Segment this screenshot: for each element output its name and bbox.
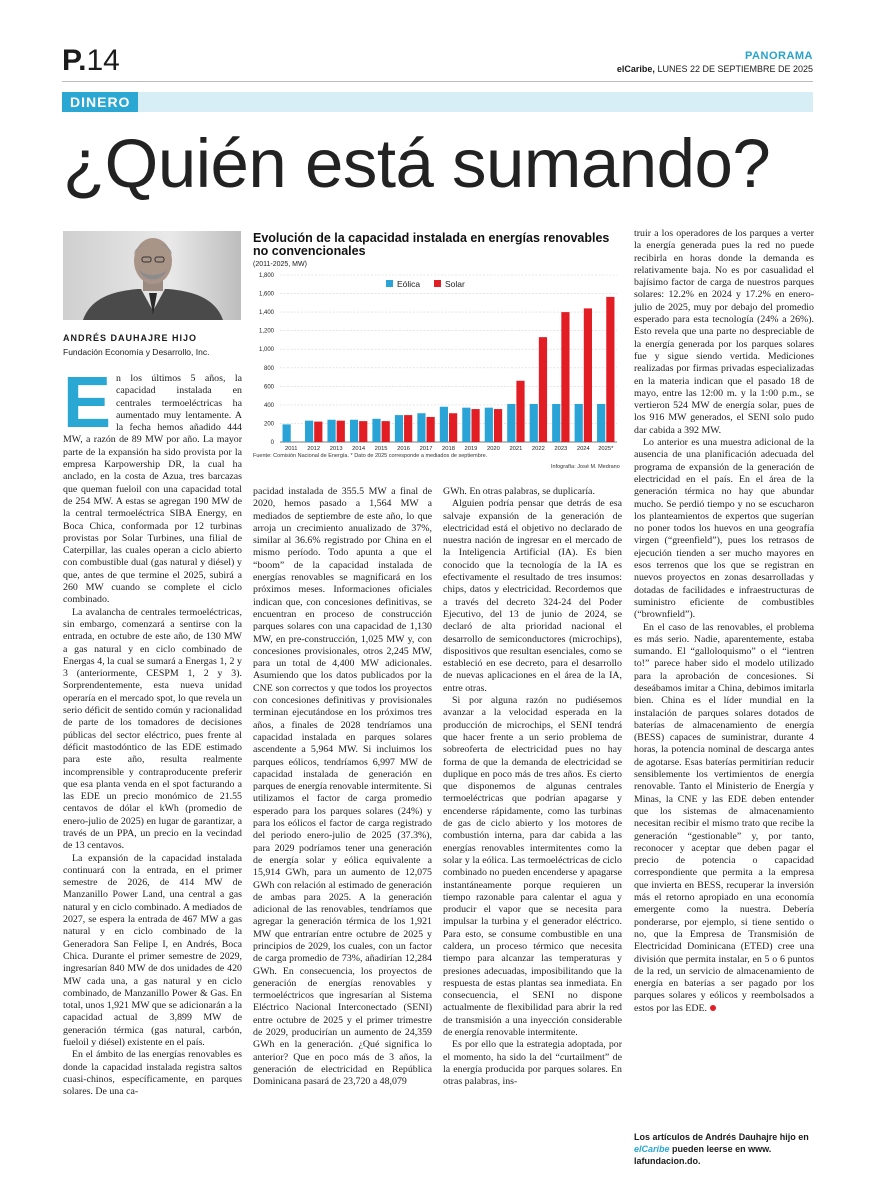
eolica-bar-2013: [327, 420, 335, 442]
x-tick-label: 2019: [464, 446, 478, 452]
y-tick-label: 0: [270, 440, 274, 446]
y-tick-label: 200: [263, 421, 274, 428]
x-tick-label: 2015: [374, 446, 388, 452]
x-tick-label: 2012: [307, 446, 321, 452]
eolica-bar-2019: [462, 408, 470, 442]
x-tick-label: 2011: [284, 446, 298, 452]
eolica-bar-2021: [507, 404, 515, 442]
eolica-bar-2023: [552, 404, 560, 442]
x-tick-label: 2018: [442, 446, 455, 452]
solar-bar-2015: [382, 421, 390, 442]
article-column-2: [253, 486, 432, 1089]
author-photo-image: [63, 231, 241, 320]
masthead: [617, 50, 813, 74]
solar-bar-2017: [427, 417, 435, 442]
dateline: elCaribe, LUNES 22 DE SEPTIEMBRE DE 2025: [616, 64, 813, 74]
eolica-bar-2016: [395, 415, 403, 442]
paragraph: GWh. En otras palabras, se duplicaría.: [443, 486, 595, 497]
solar-bar-2013: [337, 421, 345, 442]
drop-cap: E: [63, 363, 112, 443]
eolica-bar-2015: [372, 419, 380, 442]
paragraph: La expansión de la capacidad instalada continuará con la entrada, en el primer semestre de 2026, de 414 MW de Manzanillo Power Land, una central a gas natural y en ciclo combinado. A mediados de 2027, se espera la entrada de 467 MW a gas natural y en ciclo combinado de la Generadora San Felipe I, en Andrés, Boca Chica. Durante el primer semestre de 2029, ingresarían 840 MW de dos unidades de 420 MW cada una, a gas natural y en ciclo combinado, de Manzanillo Power & Gas. En total, unos 1,921 MW que se adicionarán a la capacidad actual de 3,899 MW de generación térmica (gas natural, carbón, fueloil y diésel) existente en el país.: [63, 852, 242, 1049]
article-column-1: [63, 363, 242, 1099]
y-tick-label: 400: [263, 402, 274, 409]
paragraph: Si por alguna razón no pudiésemos avanzar a la velocidad esperada en la producción de microchips, el SENI tendrá que hacer frente a un serio problema de sobreoferta de electricidad pues no hay forma de que la demanda de electricidad se duplique en poco más de tres años. Es cierto que disponemos de algunas centrales termoeléctricas que podrían apagarse y encenderse rápidamente, como las turbinas de gas de ciclo abierto y los motores de combustión interna, para dar cabida a las energías renovables intermitentes como la solar y la eólica. Las termoeléctricas de ciclo combinado no pueden encenderse y apagarse instantáneamente porque requieren un tiempo razonable para calentar el agua y producir el vapor que se necesita para impulsar la turbina y el generador eléctrico. Para esto, se consume combustible en una caldera, un proceso térmico que necesita tiempo para alcanzar las temperaturas y presiones adecuadas, imposibilitando que la respuesta de estas plantas sea inmediata. En consecuencia, el SENI no dispone actualmente de flexibilidad para abrir la red de transmisión a una inyección considerable de energía renovable intermitente.: [443, 695, 622, 1039]
eolica-bar-2020: [485, 408, 493, 442]
eolica-bar-2025: [597, 404, 605, 442]
header-rule: [62, 81, 813, 82]
end-mark-icon: [710, 1005, 716, 1011]
category-band: [62, 92, 813, 112]
eolica-bar-2018: [440, 407, 448, 442]
solar-bar-2021: [516, 381, 524, 442]
eolica-bar-2017: [417, 413, 425, 442]
y-tick-label: 1,000: [258, 347, 274, 354]
x-tick-label: 2020: [486, 446, 500, 452]
solar-bar-2025: [606, 297, 614, 442]
author-byline: [63, 333, 243, 357]
paragraph: Alguien podría pensar que detrás de esa salvaje expansión de la generación de electricidad está el objetivo no declarado de nuestra nación de ingresar en el mercado de la Inteligencia Artificial (IA). Es bien conocido que la tecnología de la IA es efectivamente el resultado de tres insumos: chips, datos y electricidad. Recordemos que a través del decreto 324-24 del Poder Ejecutivo, del 13 de junio de 2024, se declaró de alta prioridad nacional el desarrollo de semiconductores (microchips), dispositivos que resultan esenciales, como se estableció en ese decreto, para el desarrollo de nuevas aplicaciones en el área de la IA, entre otras.: [443, 498, 622, 694]
solar-bar-2014: [359, 421, 367, 442]
chart-title: Evolución de la capacidad instalada en energías renovables no convencionales: [253, 231, 610, 258]
eolica-bar-2014: [350, 420, 358, 442]
x-tick-label: 2016: [397, 446, 411, 452]
y-tick-label: 1,200: [258, 328, 274, 335]
renewables-bar-chart: [245, 268, 625, 454]
legend-label-solar: Solar: [445, 279, 465, 289]
paragraph: n los últimos 5 años, la capacidad instalada en centrales termoeléctricas ha aumentado muy lentamente. A la fecha hemos añadido 444 MW, a razón de 89 MW por año. La mayor parte de la expansión ha sido provista por la empresa Karpowership DR, la cual ha anclado, en la costa de Azua, tres barcazas que queman fueloil con una capacidad total de 254 MW. A estas se agregan 190 MW de la central termoeléctrica SIBA Energy, en Boca Chica, conformada por 12 turbinas provistas por Solar Turbines, una filial de Caterpillar, las cuales operan a ciclo abierto con combustible dual (gas natural y diésel) y que, antes de que termine el 2025, subirá a 260 MW cuando se complete el ciclo combinado.: [63, 373, 242, 606]
x-tick-label: 2025*: [598, 446, 614, 452]
headline: ¿Quién está sumando?: [63, 125, 771, 202]
y-tick-label: 1,600: [258, 291, 274, 298]
article-column-3: [443, 486, 622, 1089]
eolica-bar-2012: [305, 421, 313, 442]
legend-swatch-eolica: [386, 280, 393, 287]
author-name: ANDRÉS DAUHAJRE HIJO: [63, 333, 198, 343]
legend-swatch-solar: [434, 280, 441, 287]
paragraph: La avalancha de centrales termoeléctricas, sin embargo, comenzará a sentirse con la entrada, en octubre de este año, de 130 MW a gas natural y en ciclo combinado de Energas 4, la cual se sumará a Energas 1, 2 y 3 (anteriormente, CESPM 1, 2 y 3). Sorprendentemente, esta nueva unidad operaría en el mercado spot, lo que revela un serio déficit de sentido común y racionalidad de parte de los tomadores de decisiones públicas del sector eléctrico, pues frente al déficit mastodóntico de las EDE estimado para este año, resulta realmente incomprensible y contraproducente preferir que esa planta venda en el spot facturando a las EDE un precio monómico de 21.55 centavos de dólar el kWh (promedio de enero-julio de 2025) en lugar de garantizar, a través de un PPA, un precio en la vecindad de 13 centavos.: [63, 606, 242, 852]
solar-bar-2020: [494, 409, 502, 442]
chart-source: Fuente: Comisión Nacional de Energía. * Dato de 2025 corresponde a mediados de septiembre.: [253, 453, 488, 459]
x-tick-label: 2013: [329, 446, 343, 452]
paragraph: truir a los operadores de los parques a verter la energía generada pues la red no puede recibirla en horas donde la demanda es relativamente baja. No es por casualidad el bajísimo factor de carga de nuestros parques solares: 12.2% en 2024 y 17.2% en enero-julio de 2025, muy por debajo del promedio esperado para esta tecnología (24% a 26%). Esto revela que una parte no despreciable de la energía generada por los parques solares fue y sigue siendo vertida. Mediciones realizadas por firmas privadas especializadas en la materia indican que el pasado 18 de mayo, entre las 12:00 m. y la 1:00 p.m., se vertieron 524 MW de energía solar, pues de los 916 MW generados, el SENI solo pudo dar cabida a 392 MW.: [634, 228, 814, 436]
y-tick-label: 800: [263, 365, 274, 372]
solar-bar-2024: [584, 308, 592, 442]
solar-bar-2016: [404, 415, 412, 442]
x-tick-label: 2022: [531, 446, 545, 452]
solar-bar-2022: [539, 337, 547, 442]
eolica-bar-2024: [575, 404, 583, 442]
x-tick-label: 2021: [509, 446, 523, 452]
x-tick-label: 2023: [554, 446, 568, 452]
paragraph: Lo anterior es una muestra adicional de la ausencia de una planificación adecuada del programa de expansión de la generación de electricidad en el país. En el área de la generación térmica no hay que abundar mucho. Se perdió tiempo y no se escucharon los planteamientos de expertos que sugerían no poner todos los huevos en una geografía virgen (“greenfield”), pues los retrasos de ejecución tienden a ser mucho mayores en esos terrenos que los que se registran en nuevos proyectos en zonas desarrolladas y dotadas de facilidades e infraestructuras de suministro eficiente de combustibles (“brownfield”).: [634, 437, 814, 621]
chart-credit: Infografía: José M. Medrano: [551, 464, 620, 470]
solar-bar-2023: [561, 312, 569, 442]
chart-subtitle: (2011-2025, MW): [253, 261, 307, 268]
paragraph: pacidad instalada de 355.5 MW a final de 2020, hemos pasado a 1,564 MW a mediados de septiembre de este año, lo que arroja un crecimiento anualizado de 37%, similar al 36.6% registrado por China en el mismo período. Todo apunta a que el “boom” de la capacidad instalada de energías renovables se magnificará en los próximos meses. Informaciones oficiales indican que, con concesiones definitivas, se encuentran en proceso de construcción parques solares con una capacidad de 1,130 MW, en pre-construcción, 1,025 MW y, con concesiones provisionales, otros 2,245 MW, para un total de 4,400 MW adicionales. Asumiendo que los datos publicados por la CNE son correctos y que todos los proyectos con concesiones definitivas y provisionales terminan ejecutándose en los próximos tres años, a finales de 2028 tendríamos una capacidad instalada en parques solares ascendente a 5,964 MW. Si incluimos los parques eólicos, tendríamos 6,997 MW de capacidad instalada de generación en parques de energía renovable intermitente. Si utilizamos el factor de carga promedio esperado para los parques solares (24%) y para los eólicos el factor de carga registrado del periodo enero-julio de 2025 (37.3%), para 2029 podríamos tener una generación de energía solar y eólica equivalente a 15,914 GWh, para un aumento de 12,075 GWh con relación al estimado de generación de ambas para 2025. A la generación adicional de las renovables, tendríamos que agregar la generación térmica de los 1,921 MW que entrarían entre octubre de 2025 y principios de 2029, los cuales, con un factor de carga promedio de 73%, añadirían 12,284 GWh. En consecuencia, los proyectos de generación de energías renovables y termoeléctricos que ingresarían al Sistema Eléctrico Nacional Interconectado (SENI) entre octubre de 2025 y el primer trimestre de 2029, producirían un aumento de 24,359 GWh en la generación. ¿Qué significa lo anterior? Que en poco más de 3 años, la generación de electricidad en República Dominicana pasará de 23,720 a 48,079: [253, 486, 432, 1088]
y-tick-label: 1,400: [258, 310, 274, 317]
x-tick-label: 2017: [419, 446, 433, 452]
legend-label-eolica: Eólica: [397, 279, 421, 289]
author-org: Fundación Economía y Desarrollo, Inc.: [63, 347, 210, 357]
article-column-4: [634, 228, 814, 1015]
author-footer-note: Los artículos de Andrés Dauhajre hijo en elCaribe pueden leerse en www. lafundacion.do.: [634, 1132, 809, 1166]
y-tick-label: 1,800: [258, 273, 274, 279]
y-tick-label: 600: [263, 384, 274, 391]
solar-bar-2018: [449, 413, 457, 442]
page-number: P.14: [62, 44, 120, 77]
eolica-bar-2022: [530, 404, 538, 442]
x-tick-label: 2014: [352, 446, 366, 452]
paragraph: En el caso de las renovables, el problema es más serio. Nadie, aparentemente, estaba sumando. El “galloloquismo” o el “ientren to!” parece haber sido el modelo utilizado para la aprobación de concesiones. Si deseábamos imitar a China, debimos imitarla bien. China es el líder mundial en la instalación de parques solares dotados de baterías de almacenamiento de energía (BESS) capaces de suministrar, durante 4 horas, la potencia nominal de descarga antes de agotarse. Esas baterías permitirían reducir sensiblemente los vertimientos de energía renovable. Tanto el Ministerio de Energía y Minas, la CNE y las EDE deben entender que los sistemas de almacenamiento necesitan recibir el mismo trato que recibe la generación “gestionable” y, por tanto, reconocer y aceptar que deben pagar el precio de potencia o capacidad correspondiente que permita a la empresa que invierta en BESS, recuperar la inversión más el retorno apropiado en una economía emergente como la nuestra. Debería ponderarse, por ejemplo, si tiene sentido o no, que la Empresa de Transmisión de Electricidad Dominicana (ETED) cree una división que permita instalar, en 5 o 6 puntos de la red, un servicio de almacenamiento de energía en baterías a ser pagado por los parques solares y eólicos y reembolsados a estos por las EDE.: [634, 621, 814, 1014]
solar-bar-2019: [471, 409, 479, 442]
category-label: DINERO: [62, 92, 138, 112]
paragraph: Es por ello que la estrategia adoptada, por el momento, ha sido la del “curtailment” de la energía producida por parques solares. En otras palabras, ins-: [443, 1039, 622, 1088]
paragraph: En el ámbito de las energías renovables es donde la capacidad instalada registra saltos cuasi-chinos, específicamente, en parques solares. De una ca-: [63, 1049, 242, 1098]
eolica-bar-2011: [283, 424, 291, 442]
x-tick-label: 2024: [576, 446, 590, 452]
author-photo: [63, 231, 241, 320]
solar-bar-2012: [314, 422, 322, 442]
section-name: PANORAMA: [745, 50, 813, 62]
